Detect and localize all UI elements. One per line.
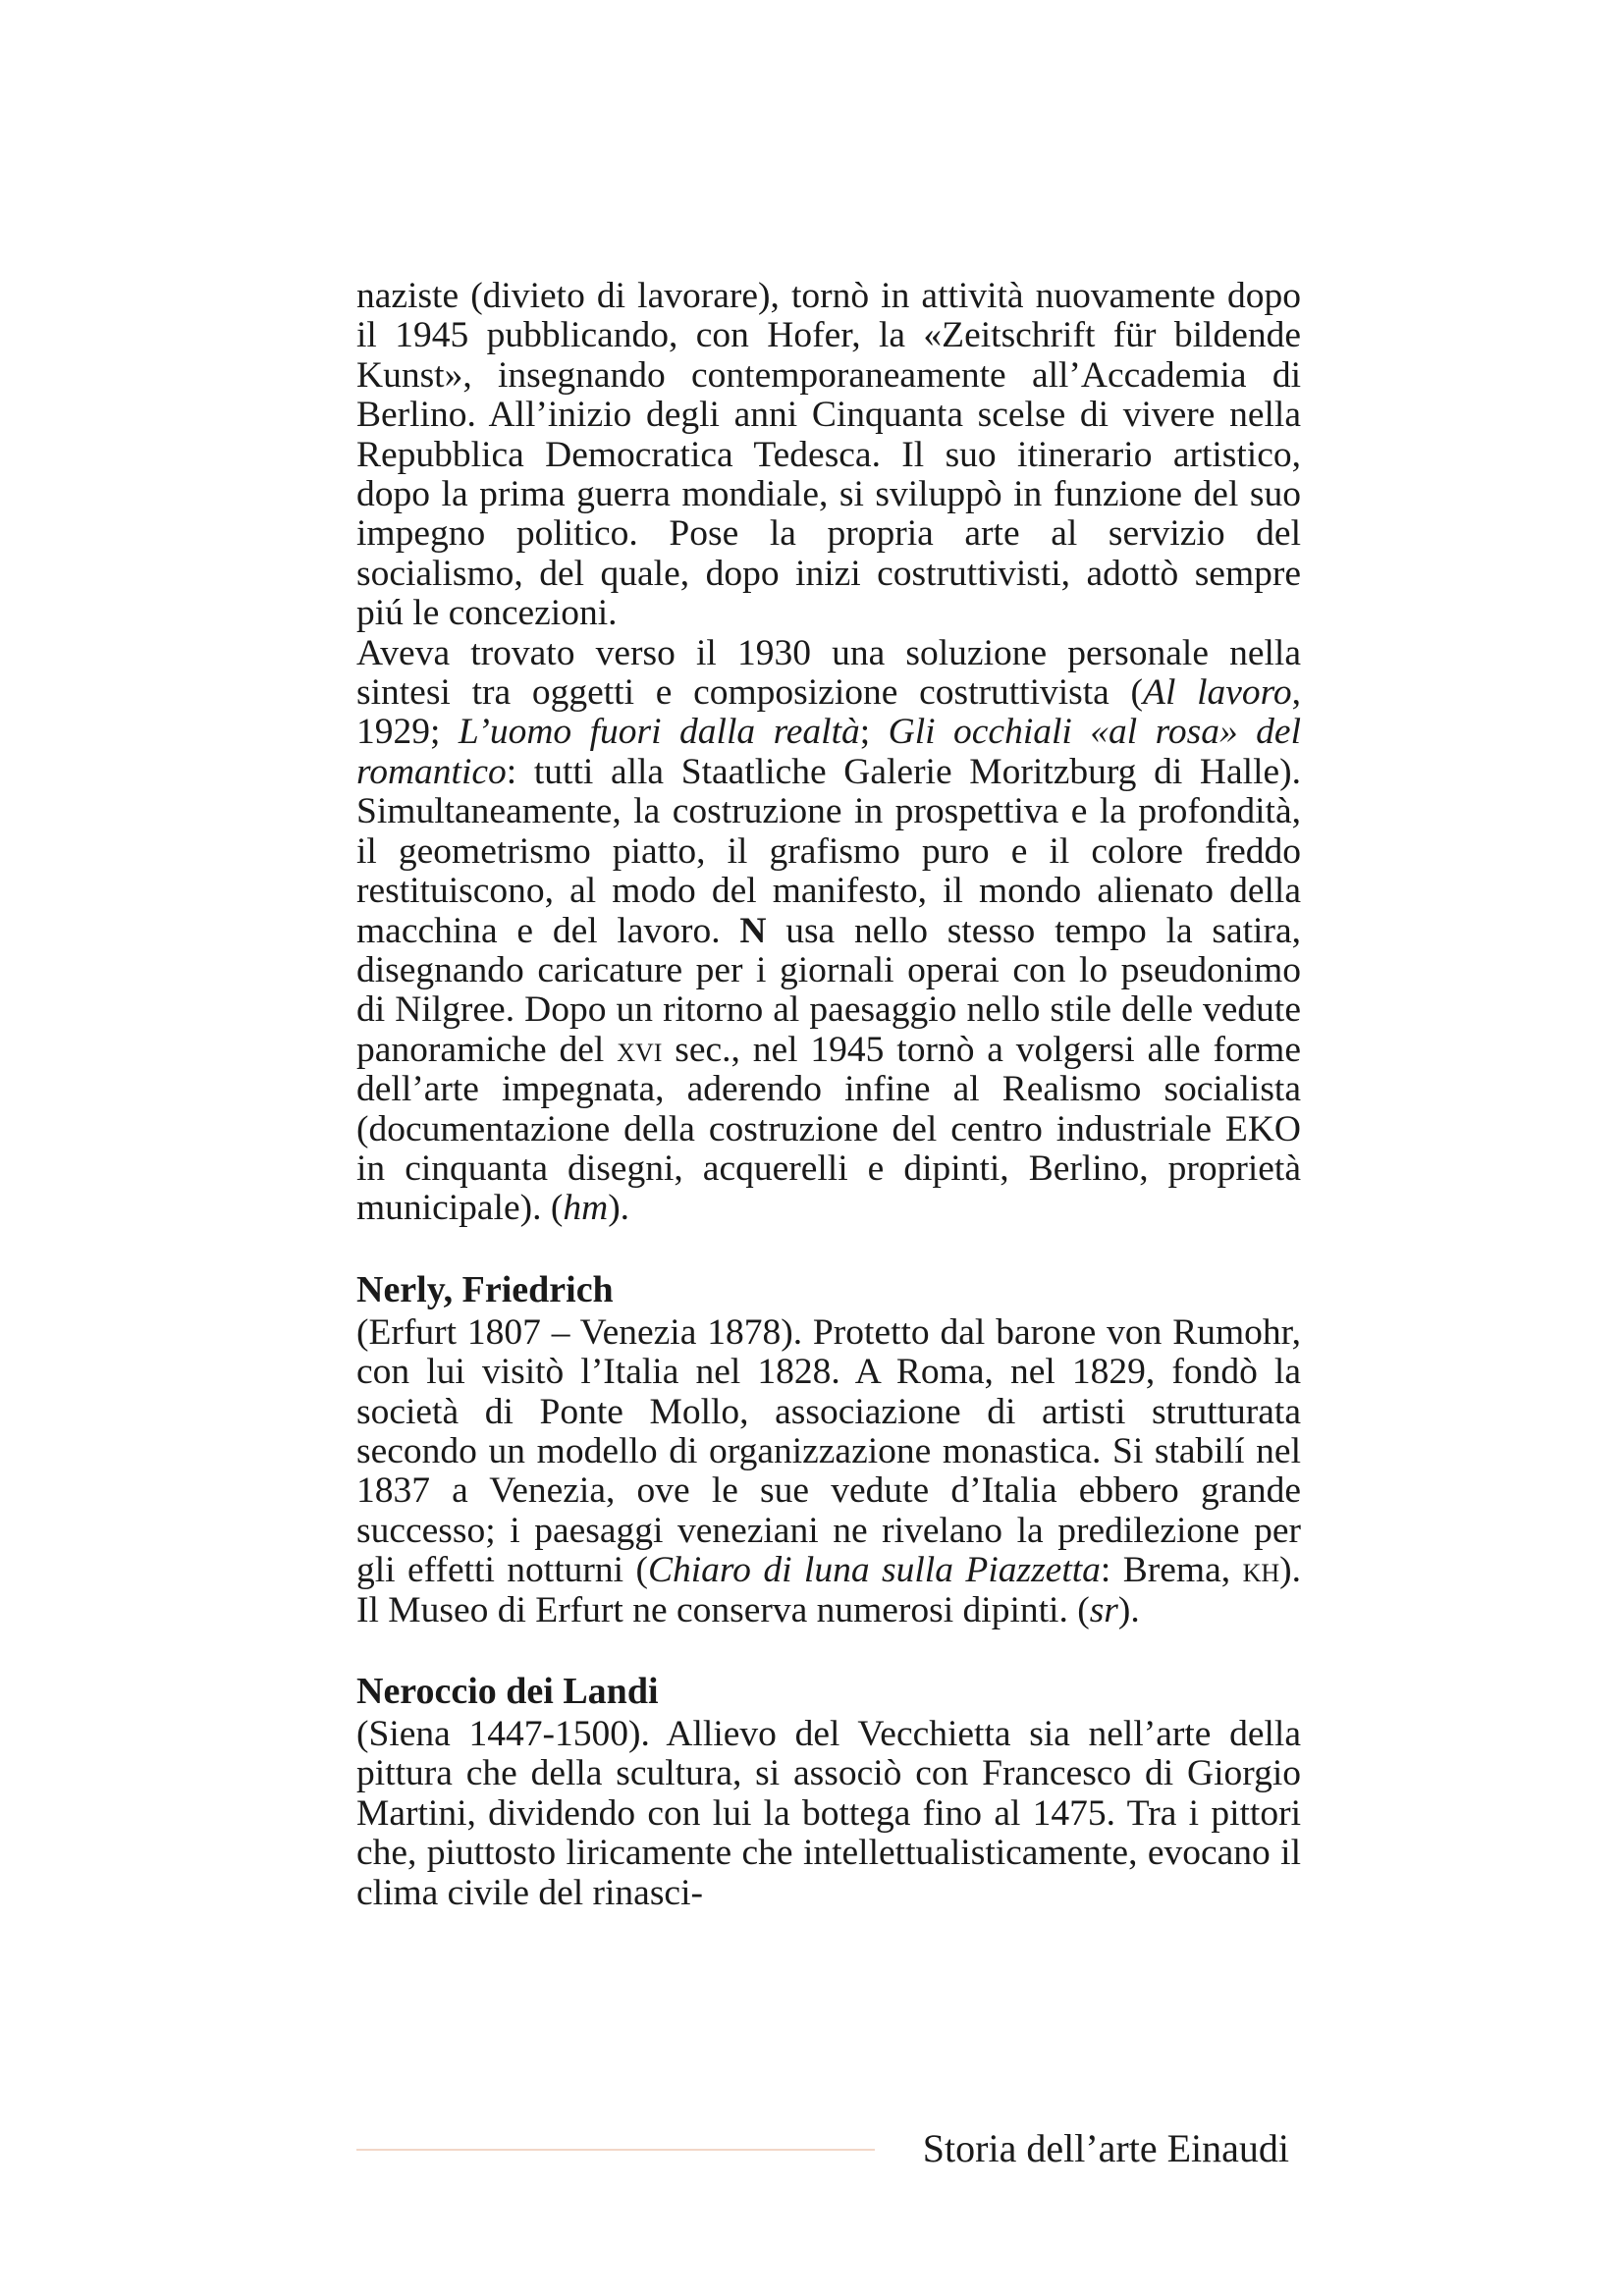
- entry-neroccio: [356, 1670, 1301, 1913]
- continued-paragraph: [356, 277, 1301, 634]
- artwork-title: L’uomo fuori dalla realtà: [458, 712, 860, 753]
- entry-body: [356, 1715, 1301, 1913]
- artist-initial: N: [739, 910, 767, 951]
- author-initials: hm: [563, 1188, 609, 1229]
- paragraph-text: (Erfurt 1807 – Venezia 1878). Protetto dal barone von Rumohr, con lui visitò l’Italia nel 1828. A Roma, nel 1829, fondò la società di Ponte Mollo, associazione di artisti strutturata secondo un modello di organizzazione monastica. Si stabilí nel 1837 a Venezia, ove le sue vedute d’Italia ebbero grande successo; i paesaggi veneziani ne rivelano la predilezione per gli effetti notturni (: [356, 1311, 1301, 1591]
- paragraph-techniques: [356, 634, 1301, 1229]
- paragraph-text: ). Il Museo di Erfurt ne conserva numerosi dipinti. (: [356, 1550, 1301, 1630]
- paragraph-text: , 1929;: [356, 672, 1301, 753]
- entry-title: Neroccio dei Landi: [356, 1671, 659, 1712]
- entry-title: Nerly, Friedrich: [356, 1268, 614, 1310]
- entry-nerly: [356, 1268, 1301, 1630]
- paragraph-text: Aveva trovato verso il 1930 una soluzione personale nella sintesi tra oggetti e composizione costruttivista (: [356, 632, 1301, 714]
- paragraph-text: naziste (divieto di lavorare), tornò in attività nuovamente dopo il 1945 pubblicando, con Hofer, la «Zeitschrift für bildende Kunst», insegnando contemporaneamente all’Accademia di Berlino. All’inizio degli anni Cinquanta scelse di vivere nella Repubblica Democratica Tedesca. Il suo itinerario artistico, dopo la prima guerra mondiale, si sviluppò in funzione del suo impegno politico. Pose la propria arte al servizio del socialismo, del quale, dopo inizi costruttivisti, adottò sempre piú le concezioni.: [356, 276, 1301, 634]
- paragraph-text: (Siena 1447-1500). Allievo del Vecchietta sia nell’arte della pittura che della scultura, si associò con Francesco di Giorgio Martini, dividendo con lui la bottega fino al 1475. Tra i pittori che, piuttosto liricamente che intellettualisticamente, evocano il clima civile del rinasci-: [356, 1714, 1301, 1913]
- paragraph-text: ;: [859, 712, 889, 753]
- footer-divider: [356, 2149, 875, 2151]
- artwork-title: Chiaro di luna sulla Piazzetta: [648, 1550, 1101, 1591]
- author-initials: sr: [1089, 1589, 1118, 1630]
- paragraph-text: ).: [608, 1188, 630, 1229]
- paragraph-text: sec., nel 1945 tornò a volgersi alle forme dell’arte impegnata, aderendo infine al Realismo socialista (documentazione della costruzione del centro industriale EKO in cinquanta disegni, acquerelli e dipinti, Berlino, proprietà municipale). (: [356, 1029, 1301, 1229]
- entry-body: [356, 1313, 1301, 1630]
- artwork-title: Gli occhiali «al rosa» del romantico: [356, 712, 1301, 792]
- paragraph-text: : Brema,: [1100, 1550, 1243, 1591]
- paragraph-text: usa nello stesso tempo la satira, disegnando caricature per i giornali operai con lo pseudonimo di Nilgree. Dopo un ritorno al paesaggio nello stile delle vedute panoramiche del: [356, 910, 1301, 1070]
- paragraph-text: ).: [1117, 1589, 1140, 1630]
- museum-abbreviation: kh: [1242, 1550, 1280, 1591]
- century-numeral: xvi: [617, 1029, 663, 1070]
- artwork-title: Al lavoro: [1143, 672, 1292, 714]
- paragraph-text: : tutti alla Staatliche Galerie Moritzburg di Halle). Simultaneamente, la costruzione in prospettiva e la profondità, il geometrismo piatto, il grafismo puro e il colore freddo restituiscono, al modo del manifesto, il mondo alienato della macchina e del lavoro.: [356, 751, 1301, 951]
- page-content: [356, 277, 1301, 1913]
- footer-title: Storia dell’arte Einaudi: [922, 2126, 1289, 2170]
